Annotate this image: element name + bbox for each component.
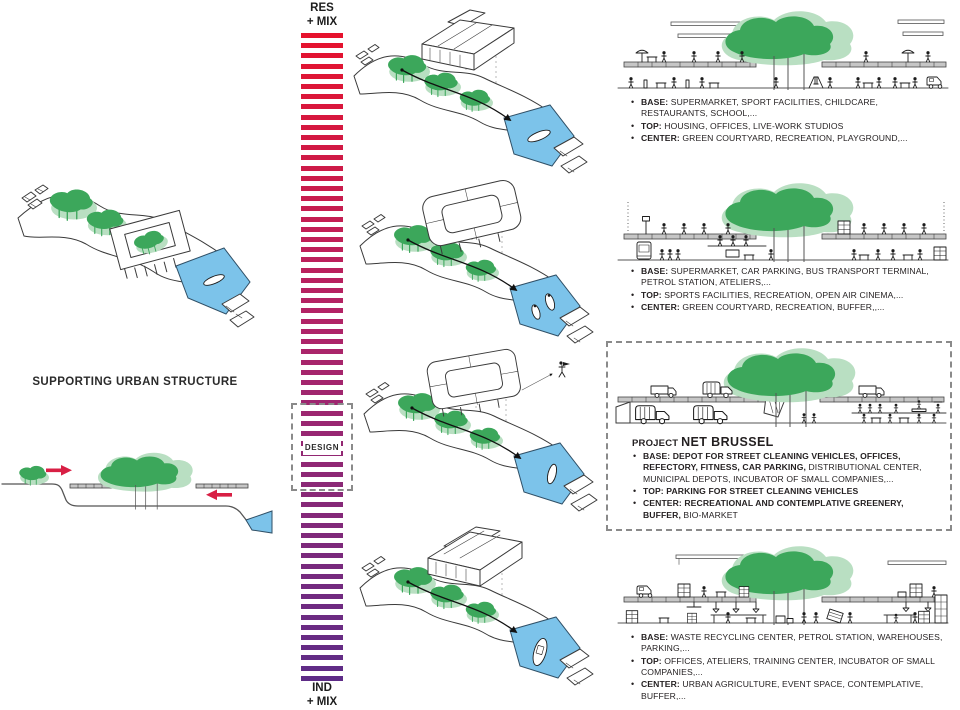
program-item: • CENTER: GREEN COURTYARD, RECREATION, PLAYGROUND,... [630, 133, 946, 144]
program-list [632, 451, 936, 522]
gradient-dash [301, 502, 343, 507]
gradient-dash [301, 155, 343, 160]
program-list [630, 632, 946, 703]
design-label: DESIGN [303, 440, 341, 455]
gradient-dash [301, 166, 343, 171]
tree-icon [19, 466, 49, 485]
gradient-dash [301, 655, 343, 660]
program-item: • TOP: PARKING FOR STREET CLEANING VEHICLES [632, 486, 936, 497]
big-tree-icon [722, 11, 854, 90]
gradient-dash [301, 206, 343, 211]
gradient-dash [301, 94, 343, 99]
program-item: • BASE: DEPOT FOR STREET CLEANING VEHICLES, OFFICES, REFECTORY, FITNESS, CAR PARKING, DISTRIBUTIONAL CENTER, MUNICIPAL DEPOTS, INCUBATOR OF SMALL COMPANIES,... [632, 451, 936, 485]
lifted-building-icon [422, 10, 514, 70]
gradient-dash [301, 574, 343, 579]
gradient-dash [301, 125, 343, 130]
gradient-dash [301, 115, 343, 120]
tall-rack-icon [935, 595, 947, 623]
design-range-box [291, 403, 353, 491]
gradient-dash [301, 604, 343, 609]
gradient-dash [301, 635, 343, 640]
pickup-truck-icon [859, 386, 884, 397]
flow-arrow-left-icon [206, 490, 232, 501]
supporting-structure-section [0, 448, 272, 534]
program-item: • BASE: SUPERMARKET, SPORT FACILITIES, CHILDCARE, RESTAURANTS, SCHOOL,... [630, 97, 946, 120]
gradient-dash [301, 625, 343, 630]
program-item: • CENTER: GREEN COURTYARD, RECREATION, BUFFER,,... [630, 302, 946, 313]
gradient-dash [301, 257, 343, 262]
bus-icon [637, 242, 651, 259]
gradient-dash [301, 584, 343, 589]
gradient-dash [301, 33, 343, 38]
gradient-dash [301, 227, 343, 232]
basketball-hoop-icon [643, 217, 650, 235]
gradient-dash [301, 308, 343, 313]
truck-icon [651, 386, 676, 397]
hanging-lamps-icon [687, 602, 759, 613]
big-tree-icon [724, 348, 856, 427]
gradient-dash [301, 676, 343, 681]
gradient-top-label: RES + MIX [306, 2, 338, 28]
gradient-bottom-label: IND + MIX [306, 682, 338, 708]
gradient-dash [301, 298, 343, 303]
gradient-dash [301, 390, 343, 395]
gradient-dash [301, 288, 343, 293]
program-item: • TOP: HOUSING, OFFICES, LIVE-WORK STUDIOS [630, 121, 946, 132]
gradient-dash [301, 594, 343, 599]
gradient-dash [301, 513, 343, 518]
gradient-dash [301, 523, 343, 528]
supporting-structure-axonometric [8, 146, 252, 338]
canal-water [246, 511, 272, 533]
garbage-truck-icon [694, 406, 727, 424]
program-item: • TOP: SPORTS FACILITIES, RECREATION, OPEN AIR CINEMA,... [630, 290, 946, 301]
gradient-dash [301, 380, 343, 385]
gradient-dash [301, 360, 343, 365]
gradient-dash [301, 176, 343, 181]
big-tree-icon [722, 183, 854, 262]
gradient-dash [301, 247, 343, 252]
gradient-dash [301, 237, 343, 242]
gradient-dash [301, 666, 343, 671]
gradient-dash [301, 492, 343, 497]
gradient-dash [301, 615, 343, 620]
program-item: • CENTER: URBAN AGRICULTURE, EVENT SPACE, CONTEMPLATIVE, BUFFER,... [630, 679, 946, 702]
gradient-dash [301, 64, 343, 69]
gradient-dash [301, 104, 343, 109]
gradient-dash [301, 349, 343, 354]
project-heading: PROJECT NET BRUSSEL [632, 435, 774, 449]
axon-diagram-2 [352, 182, 598, 350]
section-illustration-depot [614, 349, 948, 429]
gradient-dash [301, 278, 343, 283]
gradient-dash [301, 53, 343, 58]
res-ind-gradient-bar [301, 33, 343, 681]
program-item: • BASE: SUPERMARKET, CAR PARKING, BUS TRANSPORT TERMINAL, PETROL STATION, ATELIERS,... [630, 266, 946, 289]
gradient-dash [301, 84, 343, 89]
program-list [630, 266, 946, 314]
gradient-dash [301, 339, 343, 344]
tilted-frames-icon [827, 609, 843, 623]
gradient-dash [301, 186, 343, 191]
swing-icon [809, 77, 823, 88]
section-illustration-residential [616, 10, 950, 96]
gradient-dash [301, 645, 343, 650]
program-item: • TOP: OFFICES, ATELIERS, TRAINING CENTER, INCUBATOR OF SMALL COMPANIES,... [630, 656, 946, 679]
flag-person-icon [559, 361, 570, 377]
gradient-dash [301, 319, 343, 324]
garbage-truck-icon [636, 406, 669, 424]
program-item: • BASE: WASTE RECYCLING CENTER, PETROL STATION, WAREHOUSES, PARKING,... [630, 632, 946, 655]
gradient-dash [301, 553, 343, 558]
axon-diagram-3 [356, 350, 602, 518]
program-item: • CENTER: RECREATIONAL AND CONTEMPLATIVE GREENERY, BUFFER, BIO-MARKET [632, 498, 936, 521]
gradient-dash [301, 329, 343, 334]
gradient-dash [301, 533, 343, 538]
section-illustration-industry [616, 545, 950, 631]
lifted-stadium-icon [426, 348, 524, 420]
big-tree-icon [98, 453, 193, 510]
gradient-dash [301, 268, 343, 273]
hanging-lamps-icon [903, 602, 931, 612]
axon-diagram-1 [346, 12, 592, 180]
program-list [630, 97, 946, 145]
shed-icon [616, 402, 630, 423]
van-icon [637, 586, 652, 597]
gradient-dash [301, 370, 343, 375]
project-net-brussel-frame [606, 341, 952, 531]
gradient-dash [301, 196, 343, 201]
section-illustration-sports [616, 182, 950, 266]
climbing-wall-icon [838, 221, 850, 234]
gradient-dash [301, 145, 343, 150]
gradient-dash [301, 74, 343, 79]
flow-arrow-right-icon [46, 465, 72, 476]
gradient-dash [301, 135, 343, 140]
gradient-dash [301, 564, 343, 569]
supporting-structure-label: SUPPORTING URBAN STRUCTURE [32, 376, 238, 388]
axon-diagram-4 [352, 524, 598, 700]
gradient-dash [301, 43, 343, 48]
van-icon [927, 77, 942, 88]
gradient-dash [301, 217, 343, 222]
lifted-warehouse-icon [428, 527, 522, 586]
gradient-dash [301, 543, 343, 548]
